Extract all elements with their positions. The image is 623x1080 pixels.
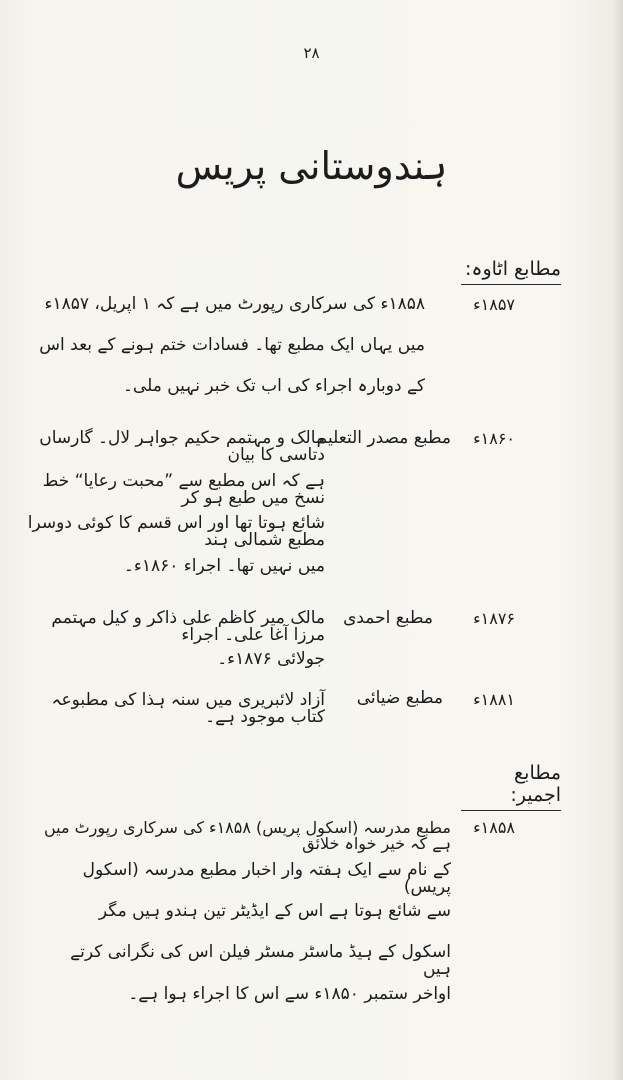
- press-name: مطبع ضیائی: [356, 688, 443, 708]
- entry-text-line: میں نہیں تھا۔ اجراء ۱۸۶۰ء۔: [123, 556, 325, 576]
- entry-text-line: اسکول کے ہیڈ ماسٹر مسٹر فیلن اس کی نگرانی کرتے ہیں: [70, 942, 451, 979]
- entry-text-line: آزاد لائبریری میں سنہ ہذا کی مطبوعہ کتاب موجود ہے۔: [51, 690, 325, 727]
- entry-text-line: مالک میر کاظم علی ذاکر و کیل مہتمم مرزا آغا علی۔ اجراء: [51, 608, 325, 645]
- entry-text-line: مطبع مدرسہ (اسکول پریس) ۱۸۵۸ء کی سرکاری رپورٹ میں ہے کہ خیر خواہ خلائق: [43, 818, 451, 853]
- entry-text-line: جولائی ۱۸۷۶ء۔: [217, 649, 325, 669]
- section-heading-etawah: مطابع اٹاوہ:: [461, 258, 561, 285]
- entry-text-line: اواخر ستمبر ۱۸۵۰ء سے اس کا اجراء ہوا ہے۔: [128, 984, 451, 1004]
- entry-text-line: ۱۸۵۸ء کی سرکاری رپورٹ میں ہے کہ ۱ اپریل، ۱۸۵۷ء: [44, 294, 425, 314]
- section-heading-ajmer: مطابع اجمیر:: [461, 762, 561, 811]
- page-number: ۲۸: [303, 44, 320, 62]
- entry-text-line: ہے کہ اس مطبع سے ”محبت رعایا“ خط نسخ میں طبع ہو کر: [42, 471, 325, 508]
- entry-year: ۱۸۶۰ء: [473, 429, 515, 448]
- entry-text-line: سے شائع ہوتا ہے اس کے ایڈیٹر تین ہندو ہیں مگر: [98, 901, 451, 921]
- entry-text-line: میں یہاں ایک مطبع تھا۔ فسادات ختم ہونے کے بعد اس: [39, 335, 425, 355]
- page-title: ہندوستانی پریس: [175, 144, 448, 188]
- entry-year: ۱۸۵۸ء: [473, 818, 515, 837]
- press-name: مطبع مصدر التعلیم: [316, 428, 451, 448]
- entry-year: ۱۸۷۶ء: [473, 609, 515, 628]
- entry-text-line: کے دوبارہ اجراء کی اب تک خبر نہیں ملی۔: [122, 376, 425, 396]
- entry-year: ۱۸۵۷ء: [473, 295, 515, 314]
- entry-text-line: شائع ہوتا تھا اور اس قسم کا کوئی دوسرا مطبع شمالی ہند: [27, 513, 325, 550]
- entry-text-line: مالک و مہتمم حکیم جواہر لال۔ گارساں دتاسی کا بیان: [39, 428, 325, 465]
- entry-text-line: کے نام سے ایک ہفتہ وار اخبار مطبع مدرسہ (اسکول پریس): [82, 860, 451, 897]
- entry-year: ۱۸۸۱ء: [473, 690, 515, 709]
- press-name: مطبع احمدی: [343, 608, 433, 628]
